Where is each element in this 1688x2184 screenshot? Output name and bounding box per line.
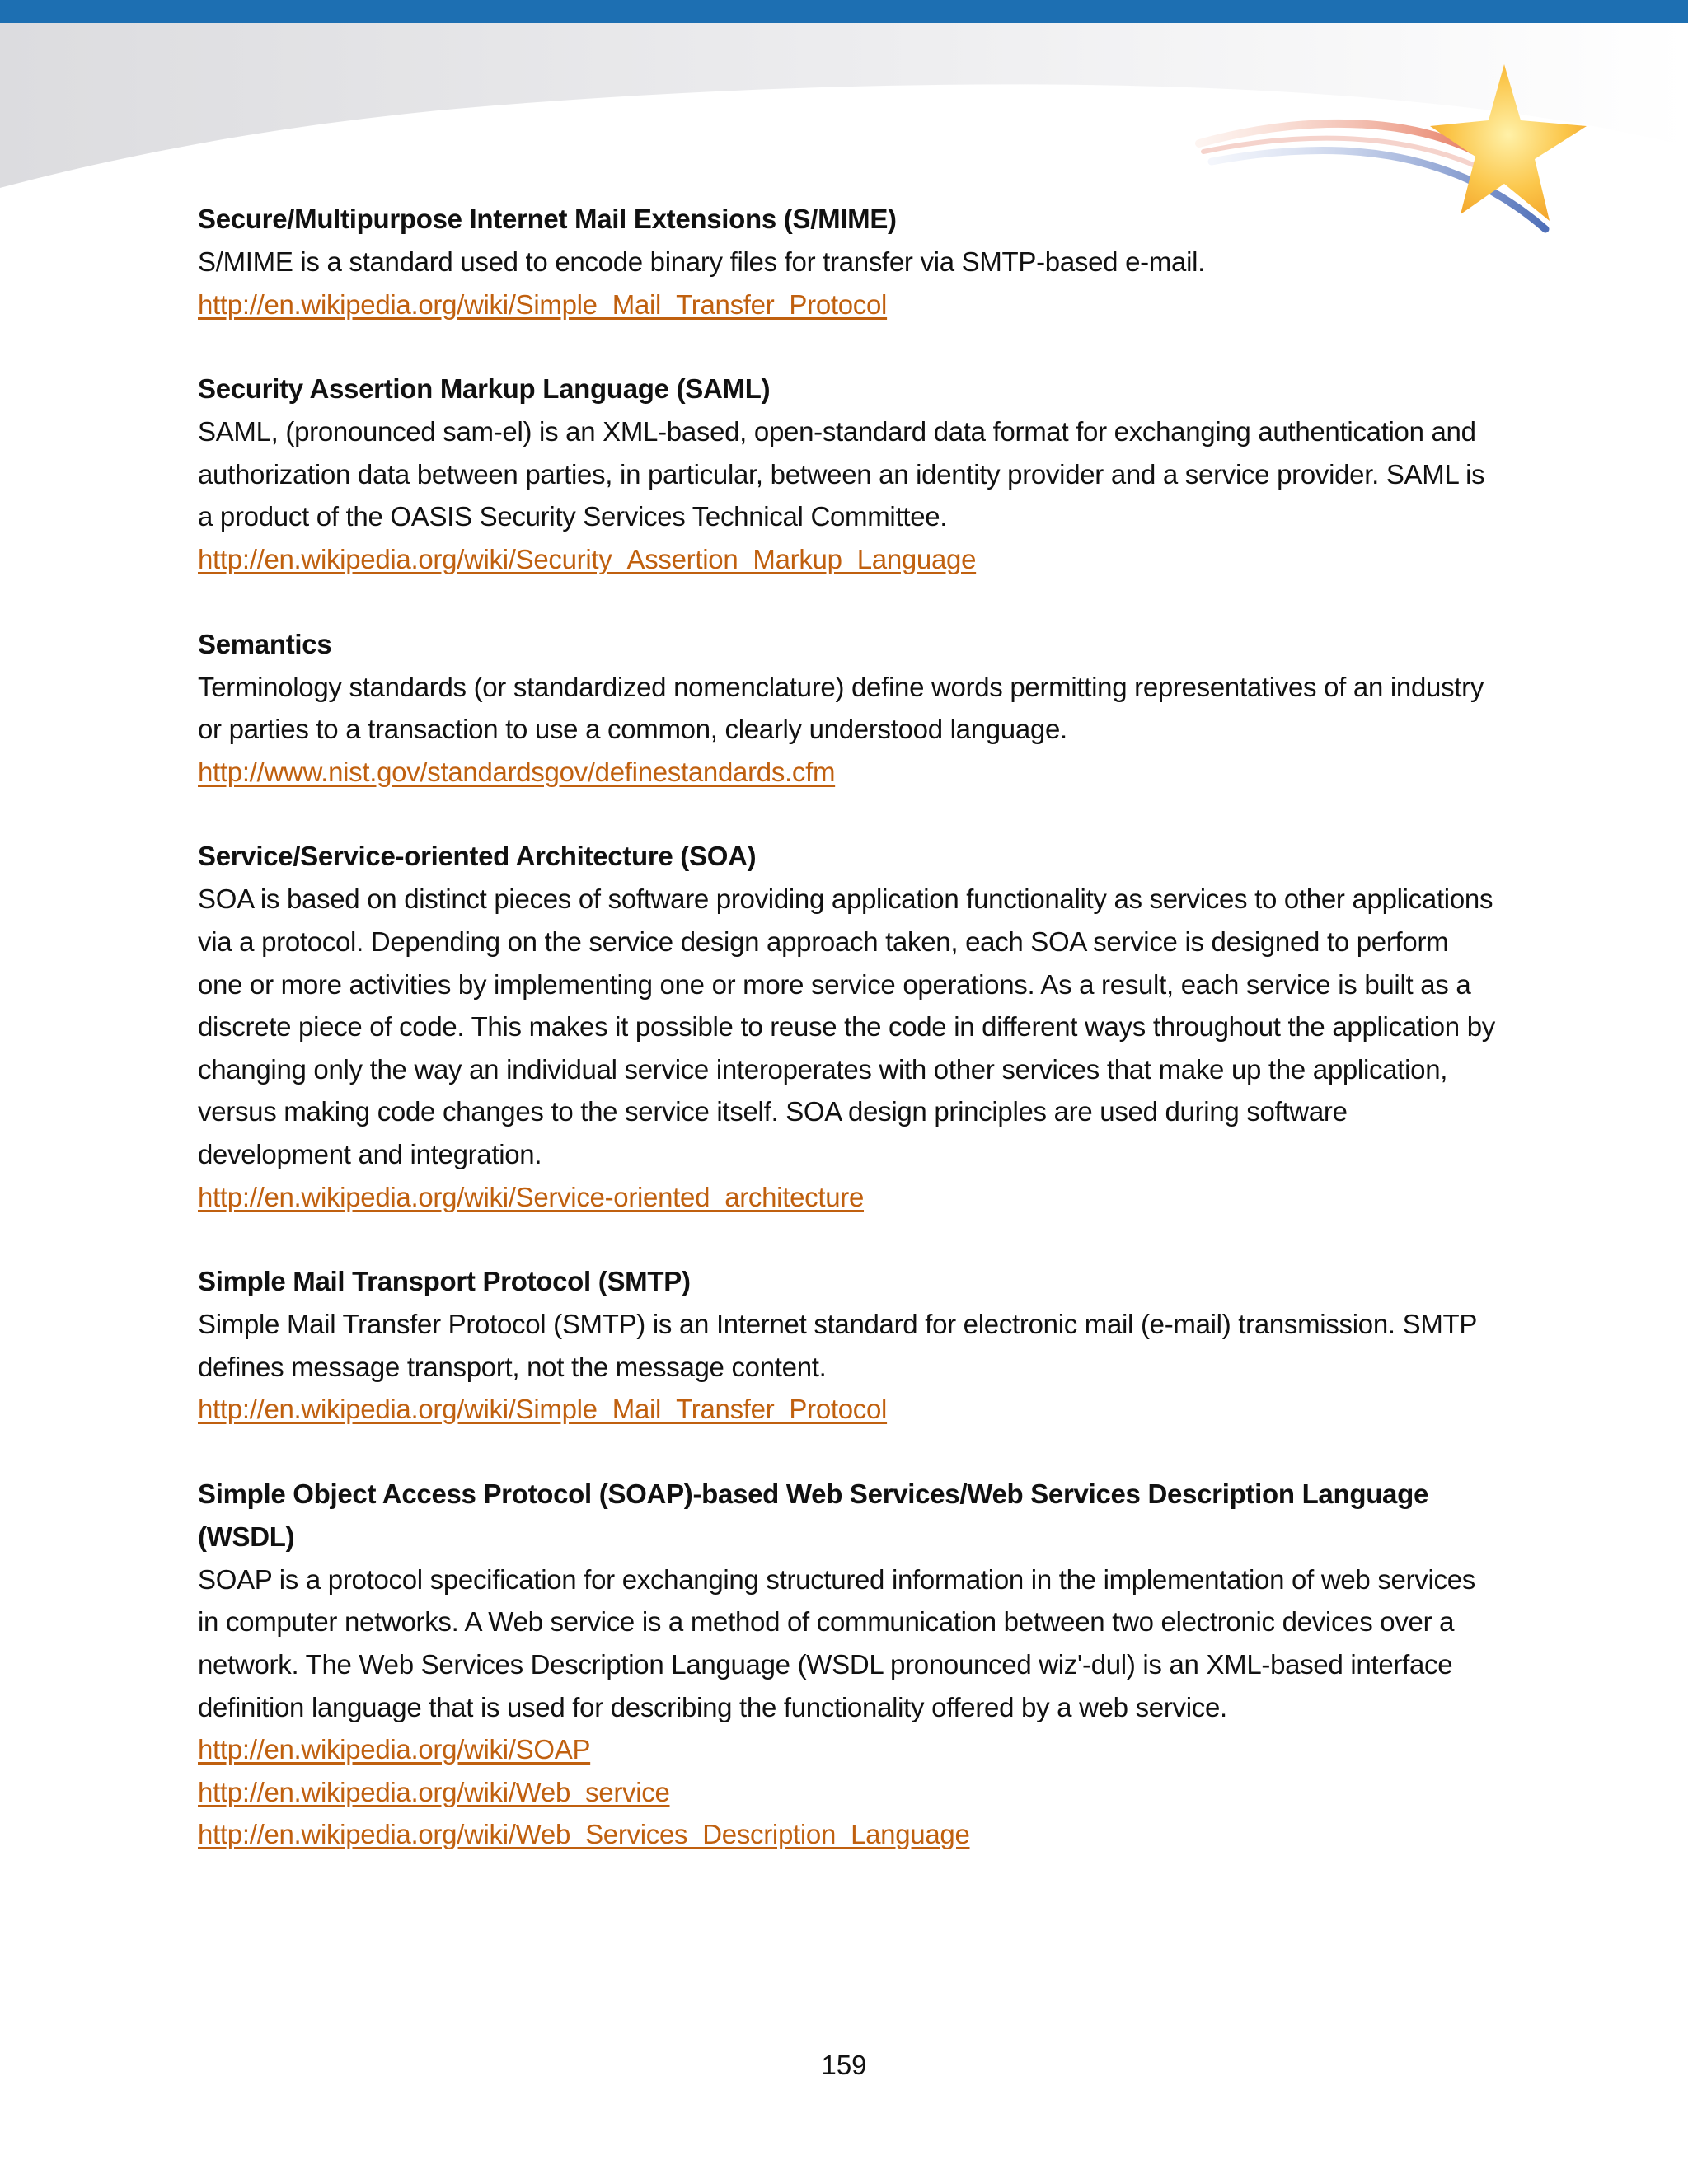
- glossary-entry: [198, 835, 1500, 1218]
- entry-link[interactable]: http://en.wikipedia.org/wiki/Simple_Mail_Transfer_Protocol: [198, 1394, 888, 1425]
- glossary-content: [198, 198, 1500, 1898]
- entry-description: SOA is based on distinct pieces of software providing application functionality as services to other applications via a protocol. Depending on the service design approach taken, each SOA service is designed to perform one or more activities by implementing one or more service operations. As a result, each service is built as a discrete piece of code. This makes it possible to reuse the code in different ways throughout the application by changing only the way an individual service interoperates with other services that make up the application, versus making code changes to the service itself. SOA design principles are used during software development and integration.: [198, 883, 1495, 1169]
- entry-link[interactable]: http://en.wikipedia.org/wiki/Security_Assertion_Markup_Language: [198, 543, 977, 574]
- glossary-entry: [198, 368, 1500, 580]
- entry-link[interactable]: http://www.nist.gov/standardsgov/definestandards.cfm: [198, 756, 836, 787]
- entry-description: SOAP is a protocol specification for exchanging structured information in the implementation of web services in computer networks. A Web service is a method of communication between two electronic devices over a network. The Web Services Description Language (WSDL pronounced wiz'-dul) is an XML-based interface definition language that is used for describing the functionality offered by a web service.: [198, 1563, 1475, 1722]
- glossary-entry: [198, 623, 1500, 794]
- entry-title: Security Assertion Markup Language (SAML): [198, 373, 771, 405]
- entry-link[interactable]: http://en.wikipedia.org/wiki/SOAP: [198, 1734, 591, 1765]
- entry-description: Simple Mail Transfer Protocol (SMTP) is an Internet standard for electronic mail (e-mail) transmission. SMTP defines message transport, not the message content.: [198, 1309, 1477, 1382]
- entry-link[interactable]: http://en.wikipedia.org/wiki/Simple_Mail_Transfer_Protocol: [198, 288, 888, 320]
- entry-link[interactable]: http://en.wikipedia.org/wiki/Service-oriented_architecture: [198, 1181, 865, 1212]
- entry-description: SAML, (pronounced sam-el) is an XML-based, open-standard data format for exchanging authentication and authorization data between parties, in particular, between an identity provider and a service provider. SAML is a product of the OASIS Security Services Technical Committee.: [198, 416, 1485, 532]
- header-bar: [0, 0, 1688, 23]
- page-number: 159: [821, 2050, 867, 2080]
- entry-title: Secure/Multipurpose Internet Mail Extensions (S/MIME): [198, 204, 897, 234]
- entry-title: Simple Mail Transport Protocol (SMTP): [198, 1266, 691, 1297]
- entry-title: Service/Service-oriented Architecture (SOA): [198, 841, 757, 872]
- glossary-entry: [198, 1260, 1500, 1431]
- entry-title: Simple Object Access Protocol (SOAP)-based Web Services/Web Services Description Language (WSDL): [198, 1478, 1429, 1552]
- entry-link[interactable]: http://en.wikipedia.org/wiki/Web_Services_Description_Language: [198, 1819, 970, 1850]
- entry-title: Semantics: [198, 628, 332, 659]
- entry-description: Terminology standards (or standardized nomenclature) define words permitting representatives of an industry or parties to a transaction to use a common, clearly understood language.: [198, 671, 1484, 745]
- entry-link[interactable]: http://en.wikipedia.org/wiki/Web_service: [198, 1776, 670, 1807]
- glossary-entry: [198, 1473, 1500, 1856]
- entry-description: S/MIME is a standard used to encode binary files for transfer via SMTP-based e-mail.: [198, 246, 1206, 277]
- glossary-entry: [198, 198, 1500, 326]
